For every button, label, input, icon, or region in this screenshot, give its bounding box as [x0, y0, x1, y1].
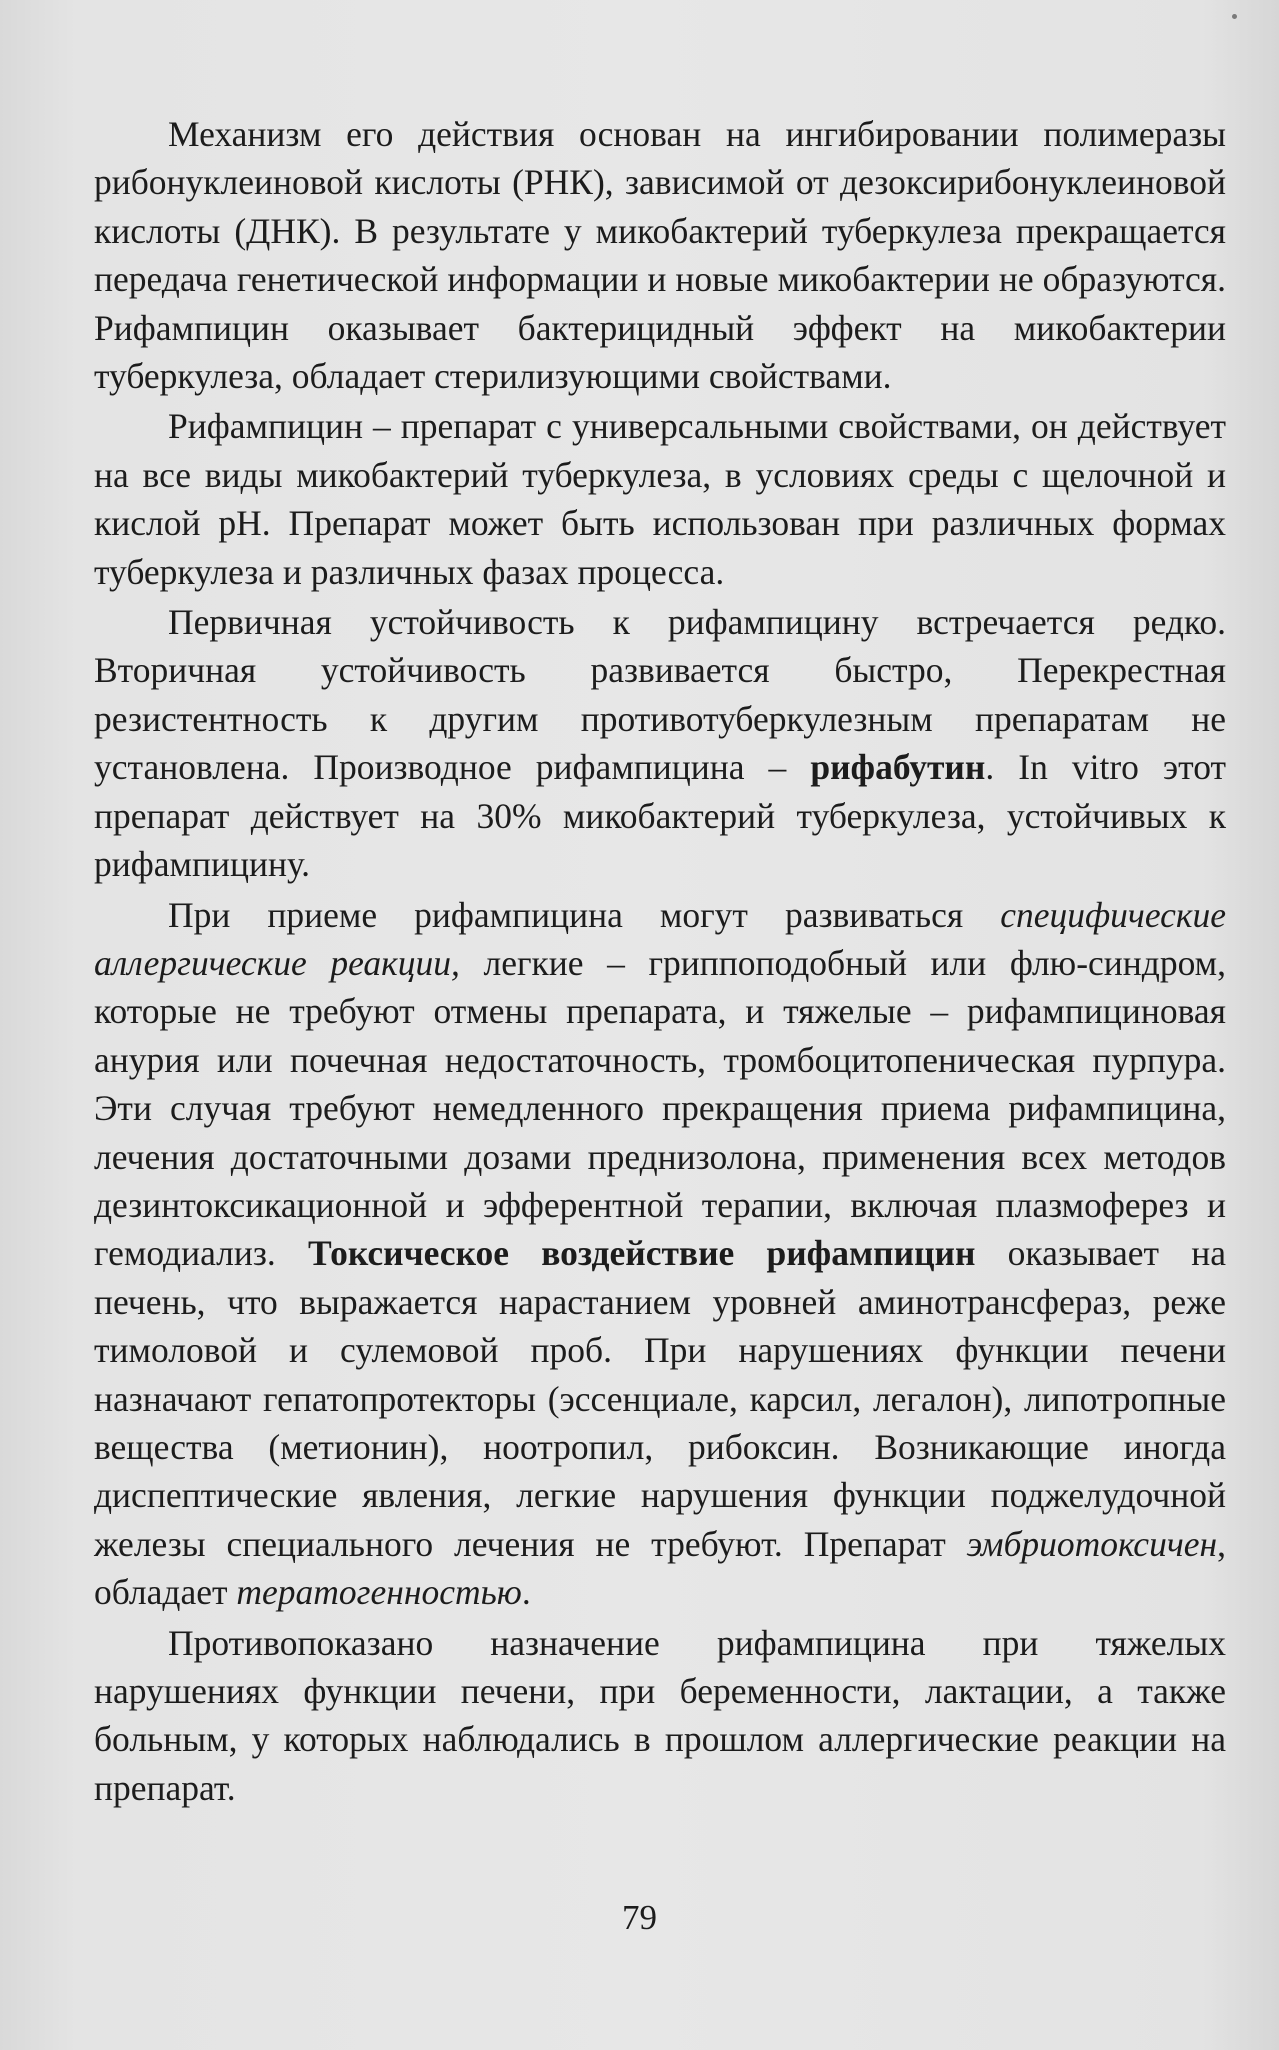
- bold-term-rifabutin: рифабутин: [810, 747, 986, 788]
- paragraph-text: оказывает на печень, что выражается нарастанием уровней аминотрансфераз, реже тимоловой и сулемовой проб. При нарушениях функции печени назначают гепатопротекторы (эссенциале, карсил, легалон), липотропные вещества (метионин), ноотропил, рибоксин. Возникающие иногда диспептические явления, легкие нарушения функции поджелудочной железы специального лечения не требуют. Препарат: [94, 1233, 1226, 1564]
- bold-term-toxic-effect: Токсическое воздействие рифампицин: [307, 1233, 976, 1274]
- paragraph-mechanism: [94, 110, 1226, 400]
- paragraph-text: Рифампицин – препарат с универсальными свойствами, он действует на все виды микобактерий туберкулеза, в условиях среды с щелочной и кислой pH. Препарат может быть использован при различных формах туберкулеза и различных фазах процесса.: [94, 406, 1226, 592]
- scan-dust-mark: [1232, 14, 1237, 19]
- italic-term-embryotoxic: эмбриотоксичен: [966, 1523, 1218, 1564]
- paragraph-resistance: [94, 598, 1226, 888]
- paragraph-text: Противопоказано назначение рифампицина при тяжелых нарушениях функции печени, при беременности, лактации, а также больным, у которых наблюдались в прошлом аллергические реакции на препарат.: [94, 1622, 1226, 1808]
- paragraph-text: .: [521, 1572, 531, 1613]
- body-text: [94, 110, 1226, 1812]
- paragraph-text: Механизм его действия основан на ингибировании полимеразы рибонуклеиновой кислоты (РНК), зависимой от дезоксирибонуклеиновой кислоты (ДНК). В результате у микобактерий туберкулеза прекращается передача генетической информации и новые микобактерии не образуются. Рифампицин оказывает бактерицидный эффект на микобактерии туберкулеза, обладает стерилизующими свойствами.: [94, 114, 1226, 397]
- paragraph-text: легкие – гриппоподобный или флю-синдром, которые не требуют отмены препарата, и тяжелые – рифампициновая анурия или почечная недостаточность, тромбоцитопеническая пурпура. Эти случая требуют немедленного прекращения приема рифампицина, лечения достаточными дозами преднизолона, применения всех методов дезинтоксикационной и эфферентной терапии, включая плазмоферез и гемодиализ.: [94, 942, 1227, 1274]
- paragraph-side-effects: [94, 891, 1226, 1617]
- page-number: 79: [622, 1898, 657, 1937]
- paragraph-text: . In vitro этот препарат действует на 30% микобактерий туберкулеза, устойчивых к рифампицину.: [94, 747, 1226, 885]
- paragraph-universal: [94, 402, 1226, 596]
- italic-term-allergic-reactions: специфические аллергические реакции,: [94, 894, 1226, 983]
- paragraph-text: При приеме рифампицина могут развиваться: [168, 894, 1001, 935]
- italic-term-teratogenicity: тератогенностью: [236, 1572, 522, 1613]
- paragraph-contraindications: [94, 1619, 1226, 1813]
- paragraph-text: , обладает: [94, 1523, 1226, 1613]
- paragraph-text: Первичная устойчивость к рифампицину встречается редко. Вторичная устойчивость развивается быстро, Перекрестная резистентность к другим противотуберкулезным препаратам не установлена. Производное рифампицина –: [94, 602, 1226, 788]
